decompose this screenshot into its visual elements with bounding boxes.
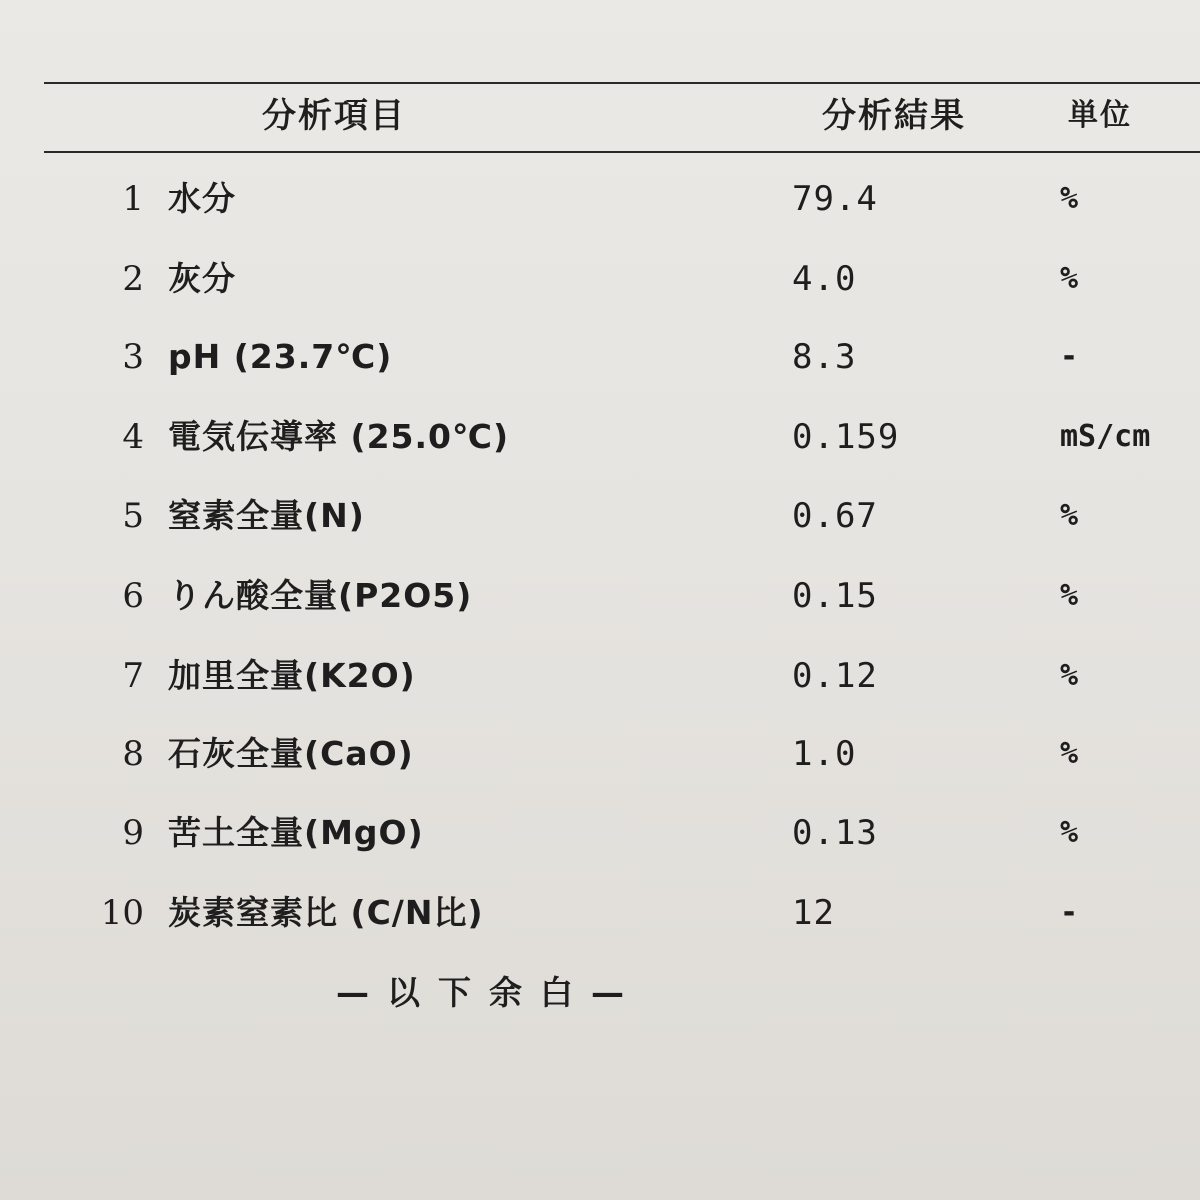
table-row bbox=[0, 571, 1200, 621]
row-item: 水分 bbox=[168, 179, 236, 218]
row-item: りん酸全量(P2O5) bbox=[168, 576, 473, 615]
row-item: 苦土全量(MgO) bbox=[168, 813, 424, 852]
remaining-blank-note: —以下余白— bbox=[336, 973, 642, 1012]
table-row bbox=[0, 729, 1200, 779]
table-row bbox=[0, 491, 1200, 541]
row-result: 8.3 bbox=[792, 337, 857, 377]
row-number: 6 bbox=[122, 576, 144, 616]
header-bottom-rule bbox=[44, 151, 1200, 153]
row-item: 電気伝導率 (25.0℃) bbox=[168, 417, 510, 456]
table-row bbox=[0, 808, 1200, 858]
row-result: 0.15 bbox=[792, 576, 878, 616]
header-unit: 単位 bbox=[1068, 98, 1132, 133]
row-number: 5 bbox=[122, 496, 144, 536]
table-row bbox=[0, 651, 1200, 701]
row-number: 1 bbox=[122, 179, 144, 219]
row-unit: % bbox=[1060, 181, 1079, 216]
row-number: 9 bbox=[122, 813, 144, 853]
row-unit: % bbox=[1060, 498, 1079, 533]
row-number: 2 bbox=[122, 259, 144, 299]
row-result: 0.13 bbox=[792, 813, 878, 853]
row-unit: % bbox=[1060, 658, 1079, 693]
row-item: pH (23.7℃) bbox=[168, 337, 393, 376]
row-result: 12 bbox=[792, 893, 835, 933]
row-result: 1.0 bbox=[792, 734, 857, 774]
table-row bbox=[0, 332, 1200, 382]
row-item: 石灰全量(CaO) bbox=[168, 734, 414, 773]
row-result: 0.159 bbox=[792, 417, 900, 457]
row-item: 加里全量(K2O) bbox=[168, 656, 416, 695]
row-unit: % bbox=[1060, 815, 1079, 850]
row-item: 窒素全量(N) bbox=[168, 496, 365, 535]
row-item: 灰分 bbox=[168, 259, 236, 298]
row-result: 4.0 bbox=[792, 259, 857, 299]
row-result: 0.67 bbox=[792, 496, 878, 536]
row-unit: % bbox=[1060, 578, 1079, 613]
row-number: 3 bbox=[122, 337, 144, 377]
row-number: 8 bbox=[122, 734, 144, 774]
header-analysis-item: 分析項目 bbox=[262, 96, 406, 136]
header-analysis-result: 分析結果 bbox=[822, 96, 966, 136]
row-number: 4 bbox=[122, 417, 144, 457]
row-unit: % bbox=[1060, 261, 1079, 296]
row-number: 7 bbox=[122, 656, 144, 696]
row-number: 10 bbox=[100, 893, 144, 933]
row-unit: - bbox=[1060, 339, 1079, 374]
table-row bbox=[0, 412, 1200, 462]
row-result: 0.12 bbox=[792, 656, 878, 696]
row-unit: mS/cm bbox=[1060, 419, 1151, 454]
table-row bbox=[0, 888, 1200, 938]
table-row bbox=[0, 174, 1200, 224]
row-unit: - bbox=[1060, 895, 1079, 930]
row-unit: % bbox=[1060, 736, 1079, 771]
table-top-rule bbox=[44, 82, 1200, 84]
row-item: 炭素窒素比 (C/N比) bbox=[168, 893, 484, 932]
table-row bbox=[0, 254, 1200, 304]
row-result: 79.4 bbox=[792, 179, 878, 219]
